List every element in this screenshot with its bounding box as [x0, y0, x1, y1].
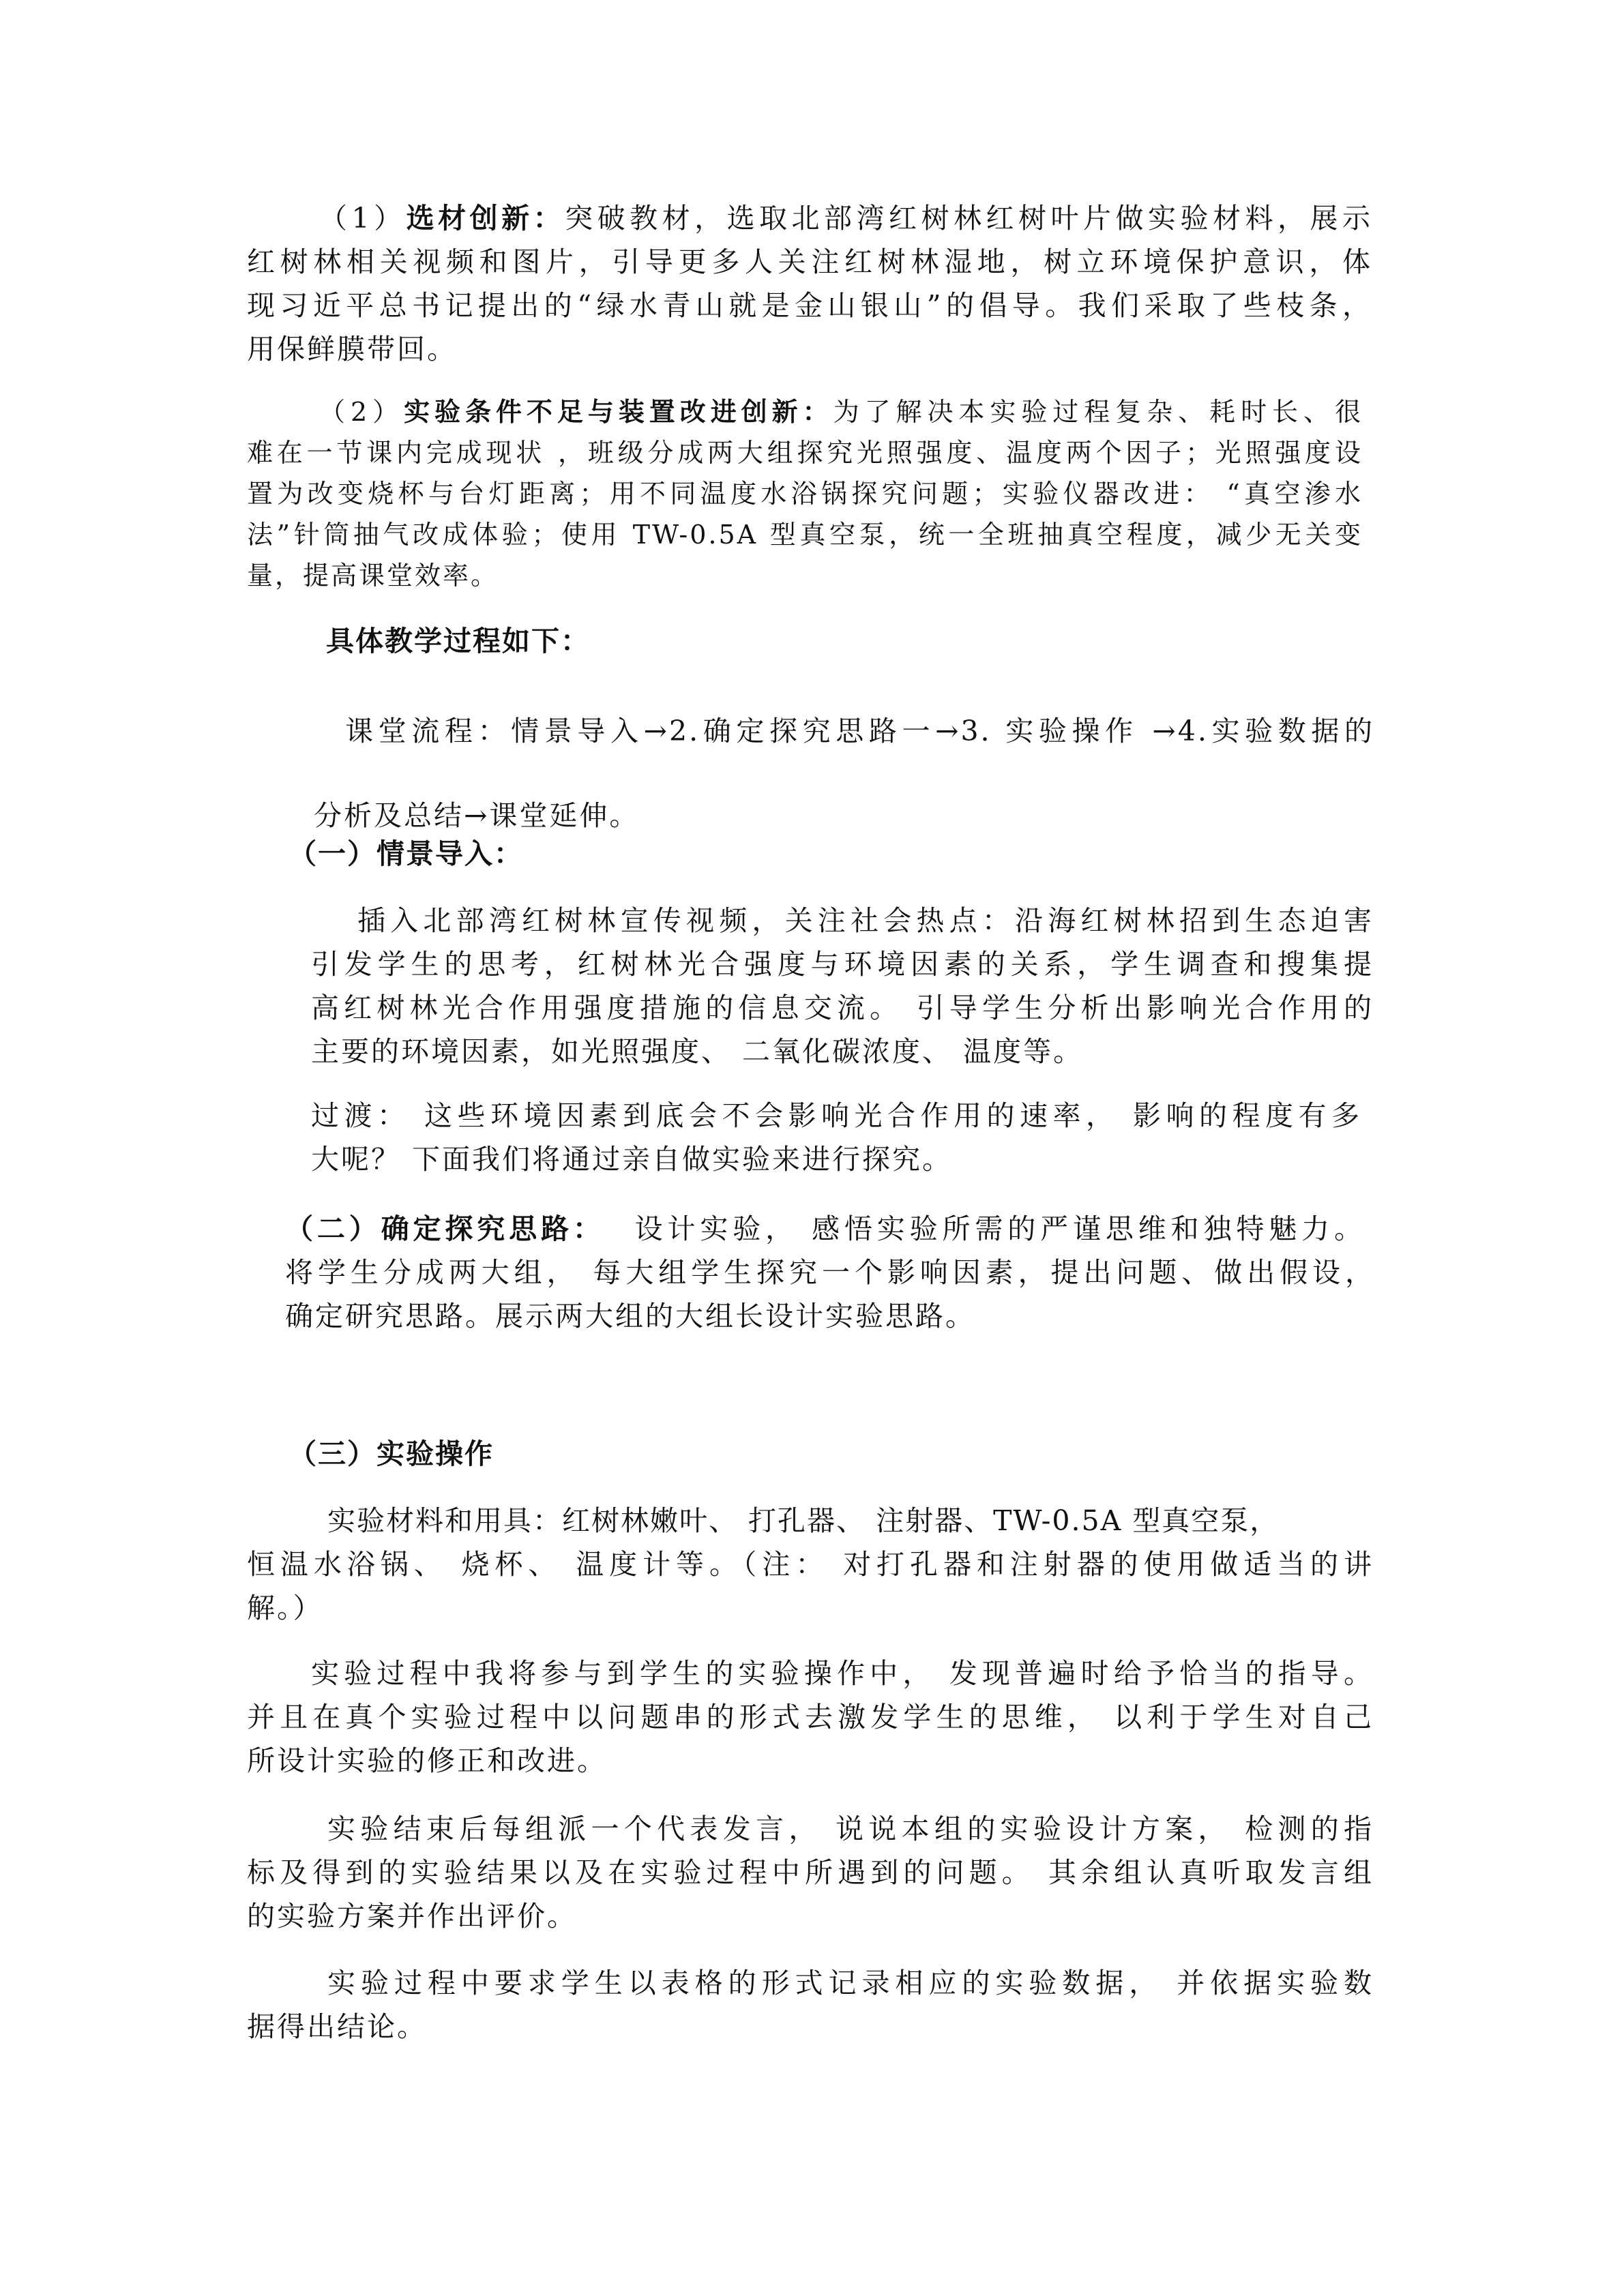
section-heading-2: （二）确定探究思路：	[285, 1212, 605, 1245]
text-line: 恒温水浴锅、 烧杯、 温度计等。（注： 对打孔器和注射器的使用做适当的讲	[247, 1548, 1374, 1581]
text-line: 引发学生的思考，红树林光合强度与环境因素的关系，学生调查和搜集提	[311, 948, 1374, 981]
bold-lead: 实验条件不足与装置改进创新：	[404, 397, 833, 427]
text-line: 并且在真个实验过程中以问题串的形式去激发学生的思维， 以利于学生对自己	[247, 1701, 1374, 1733]
item-number: （2）	[319, 397, 404, 427]
text-line: 实验过程中要求学生以表格的形式记录相应的实验数据， 并依据实验数	[327, 1967, 1374, 1999]
text-line: 实验材料和用具：红树林嫩叶、 打孔器、 注射器、TW-0.5A 型真空泵，	[327, 1504, 1280, 1537]
text-line: 突破教材，选取北部湾红树林红树叶片做实验材料，展示	[565, 202, 1373, 235]
text-line: 难在一节课内完成现状 ，班级分成两大组探究光照强度、温度两个因子；光照强度设	[247, 438, 1363, 468]
text-line: 实验结束后每组派一个代表发言， 说说本组的实验设计方案， 检测的指	[327, 1813, 1374, 1845]
text-line: 插入北部湾红树林宣传视频，关注社会热点：沿海红树林招到生态迫害	[357, 904, 1374, 937]
text-line: 用保鲜膜带回。	[247, 333, 457, 366]
paragraph-innovation-material	[247, 196, 1372, 371]
text-line: 为了解决本实验过程复杂、耗时长、很	[833, 397, 1363, 427]
text-line: 据得出结论。	[247, 2010, 427, 2043]
guidance-paragraph	[247, 1652, 1374, 1783]
text-line: 置为改变烧杯与台灯距离；用不同温度水浴锅探究问题；实验仪器改进： “真空渗水	[247, 479, 1363, 509]
text-line: 设计实验， 感悟实验所需的严谨思维和独特魅力。	[632, 1212, 1365, 1245]
text-line: 量，提高课堂效率。	[247, 561, 499, 591]
text-line: 实验过程中我将参与到学生的实验操作中， 发现普遍时给予恰当的指导。	[311, 1657, 1374, 1690]
materials-paragraph	[247, 1499, 1374, 1630]
text-line: 高红树林光合作用强度措施的信息交流。 引导学生分析出影响光合作用的	[311, 992, 1374, 1024]
section-1-body	[311, 899, 1374, 1073]
item-number: （1）	[319, 202, 407, 235]
text-line: 现习近平总书记提出的“绿水青山就是金山银山”的倡导。我们采取了些枝条，	[247, 289, 1372, 322]
text-line: 标及得到的实验结果以及在实验过程中所遇到的问题。 其余组认真听取发言组	[247, 1856, 1374, 1889]
report-paragraph	[247, 1807, 1374, 1938]
section-heading-1: （一）情景导入：	[289, 837, 523, 870]
text-line: 主要的环境因素，如光照强度、 二氧化碳浓度、 温度等。	[311, 1035, 1084, 1068]
section-heading-3: （三）实验操作	[289, 1437, 494, 1470]
text-line: 确定研究思路。展示两大组的大组长设计实验思路。	[285, 1300, 975, 1332]
paragraph-innovation-device	[247, 391, 1363, 596]
process-heading: 具体教学过程如下：	[326, 625, 590, 657]
text-line: 解。）	[247, 1592, 323, 1624]
text-line: 所设计实验的修正和改进。	[247, 1744, 607, 1777]
text-line: 课堂流程：情景导入→2.确定探究思路一→3. 实验操作 →4.实验数据的	[345, 715, 1374, 747]
text-line: 大呢？ 下面我们将通过亲自做实验来进行探究。	[311, 1143, 953, 1176]
transition-paragraph	[311, 1094, 1361, 1181]
text-line: 法”针筒抽气改成体验；使用 TW-0.5A 型真空泵，统一全班抽真空程度，减少无关变	[247, 520, 1363, 550]
text-line: 分析及总结→课堂延伸。	[314, 799, 640, 832]
text-line: 将学生分成两大组， 每大组学生探究一个影响因素，提出问题、做出假设，	[285, 1256, 1375, 1289]
text-line: 的实验方案并作出评价。	[247, 1900, 577, 1933]
text-line: 红树林相关视频和图片，引导更多人关注红树林湿地，树立环境保护意识，体	[247, 245, 1372, 278]
section-2	[285, 1207, 1375, 1338]
bold-lead: 选材创新：	[406, 202, 565, 235]
text-line: 过渡： 这些环境因素到底会不会影响光合作用的速率， 影响的程度有多	[311, 1099, 1361, 1132]
record-paragraph	[247, 1961, 1374, 2048]
